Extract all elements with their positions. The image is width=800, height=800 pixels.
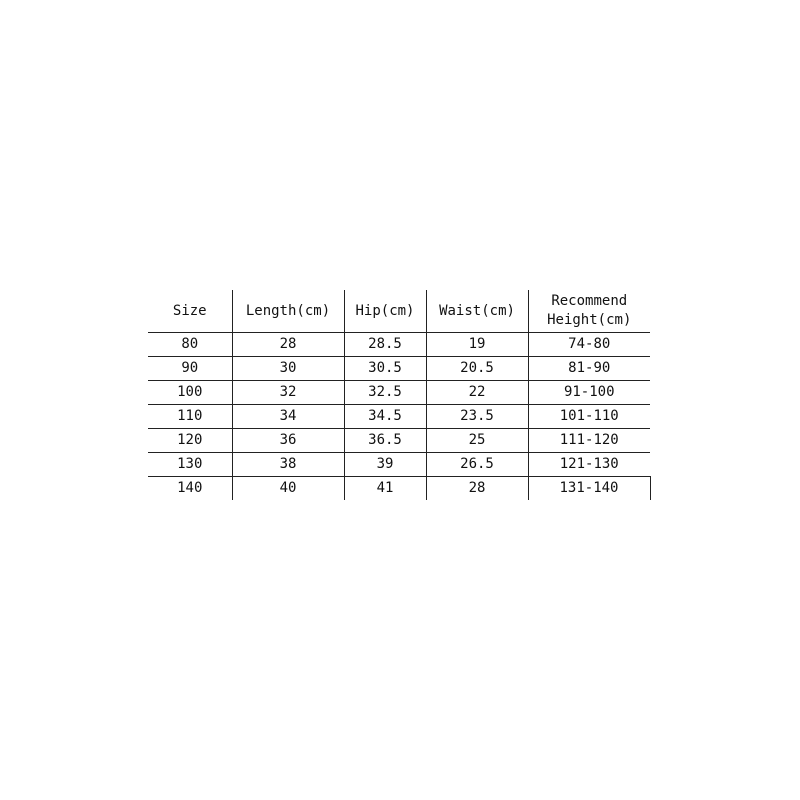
cell-waist: 28 — [426, 476, 528, 500]
cell-height: 91-100 — [528, 380, 650, 404]
cell-height: 81-90 — [528, 356, 650, 380]
size-chart-table — [148, 290, 651, 500]
cell-height: 111-120 — [528, 428, 650, 452]
cell-waist: 23.5 — [426, 404, 528, 428]
header-waist: Waist(cm) — [426, 290, 528, 332]
cell-waist: 19 — [426, 332, 528, 356]
header-height-line: Height(cm) — [547, 311, 632, 328]
table-body — [148, 332, 650, 500]
cell-size: 130 — [148, 452, 232, 476]
cell-height: 74-80 — [528, 332, 650, 356]
cell-waist: 25 — [426, 428, 528, 452]
cell-height: 131-140 — [528, 476, 650, 500]
cell-size: 80 — [148, 332, 232, 356]
cell-length: 40 — [232, 476, 344, 500]
cell-length: 34 — [232, 404, 344, 428]
cell-length: 36 — [232, 428, 344, 452]
table-row — [148, 452, 650, 476]
cell-hip: 32.5 — [344, 380, 426, 404]
cell-size: 120 — [148, 428, 232, 452]
cell-size: 110 — [148, 404, 232, 428]
table-header — [148, 290, 650, 332]
cell-hip: 28.5 — [344, 332, 426, 356]
header-length: Length(cm) — [232, 290, 344, 332]
cell-length: 30 — [232, 356, 344, 380]
cell-length: 38 — [232, 452, 344, 476]
header-size: Size — [148, 290, 232, 332]
cell-hip: 41 — [344, 476, 426, 500]
cell-hip: 34.5 — [344, 404, 426, 428]
table-row — [148, 404, 650, 428]
table-row — [148, 428, 650, 452]
cell-waist: 26.5 — [426, 452, 528, 476]
cell-height: 101-110 — [528, 404, 650, 428]
header-hip: Hip(cm) — [344, 290, 426, 332]
cell-waist: 20.5 — [426, 356, 528, 380]
cell-height: 121-130 — [528, 452, 650, 476]
cell-length: 32 — [232, 380, 344, 404]
table-row — [148, 332, 650, 356]
cell-length: 28 — [232, 332, 344, 356]
header-recommend-height — [528, 290, 650, 332]
table-row — [148, 476, 650, 500]
cell-size: 100 — [148, 380, 232, 404]
header-recommend-line: Recommend — [551, 292, 628, 309]
table-row — [148, 380, 650, 404]
header-row — [148, 290, 650, 332]
cell-size: 90 — [148, 356, 232, 380]
cell-waist: 22 — [426, 380, 528, 404]
cell-size: 140 — [177, 480, 203, 497]
cell-hip: 36.5 — [344, 428, 426, 452]
cell-hip: 30.5 — [344, 356, 426, 380]
cell-hip: 39 — [344, 452, 426, 476]
table-row — [148, 356, 650, 380]
